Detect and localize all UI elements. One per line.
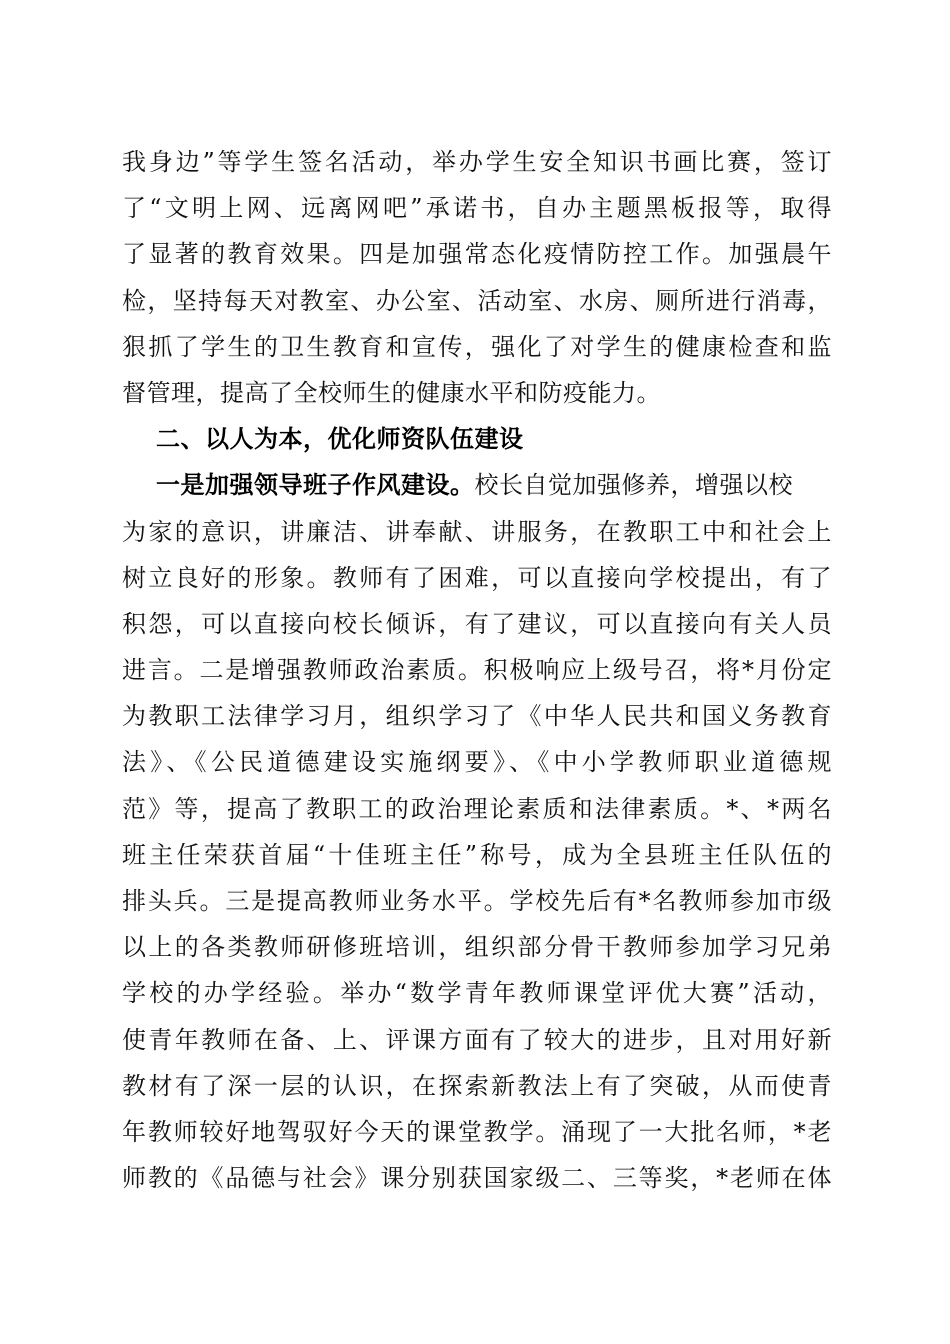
paragraph-line: 范》等，提高了教职工的政治理论素质和法律素质。*、*两名 [122, 794, 832, 823]
paragraph-line: 排头兵。三是提高教师业务水平。学校先后有*名教师参加市级 [122, 887, 832, 915]
paragraph-line: 检，坚持每天对教室、办公室、活动室、水房、厕所进行消毒， [122, 286, 832, 315]
paragraph-line: 为家的意识，讲廉洁、讲奉献、讲服务，在教职工中和社会上 [122, 517, 832, 546]
paragraph-line: 教材有了深一层的认识，在探索新教法上有了突破，从而使青 [122, 1071, 832, 1100]
paragraph-line: 积怨，可以直接向校长倾诉，有了建议，可以直接向有关人员 [122, 609, 832, 638]
paragraph-lead-phrase: 一是加强领导班子作风建设。 [156, 471, 475, 500]
paragraph-line: 树立良好的形象。教师有了困难，可以直接向学校提出，有了 [122, 563, 832, 592]
paragraph-first-line [122, 462, 832, 508]
paragraph-line: 使青年教师在备、上、评课方面有了较大的进步，且对用好新 [122, 1025, 832, 1054]
paragraph-line: 了显著的教育效果。四是加强常态化疫情防控工作。加强晨午 [122, 240, 832, 269]
paragraph-line: 了“文明上网、远离网吧”承诺书，自办主题黑板报等，取得 [122, 194, 832, 223]
paragraph-line: 法》、《公民道德建设实施纲要》、《中小学教师职业道德规 [122, 748, 832, 777]
paragraph-line: 班主任荣获首届“十佳班主任”称号，成为全县班主任队伍的 [122, 840, 832, 869]
paragraph-line: 进言。二是增强教师政治素质。积极响应上级号召，将*月份定 [122, 656, 832, 685]
paragraph-line: 为教职工法律学习月，组织学习了《中华人民共和国义务教育 [122, 702, 832, 731]
paragraph-first-line-rest: 校长自觉加强修养，增强以校 [474, 471, 793, 500]
paragraph-line: 狠抓了学生的卫生教育和宣传，强化了对学生的健康检查和监 [122, 332, 832, 361]
paragraph-line: 督管理，提高了全校师生的健康水平和防疫能力。 [122, 378, 661, 407]
paragraph-line: 学校的办学经验。举办“数学青年教师课堂评优大赛”活动， [122, 979, 832, 1008]
paragraph-line: 以上的各类教师研修班培训，组织部分骨干教师参加学习兄弟 [122, 933, 832, 962]
paragraph-line: 年教师较好地驾驭好今天的课堂教学。涌现了一大批名师，*老 [122, 1117, 832, 1146]
paragraph-line: 师教的《品德与社会》课分别获国家级二、三等奖，*老师在体 [122, 1164, 832, 1193]
document-body [122, 139, 832, 1201]
paragraph-line: 我身边”等学生签名活动，举办学生安全知识书画比赛，签订 [122, 148, 832, 176]
section-heading: 二、以人为本，优化师资队伍建设 [156, 425, 524, 454]
